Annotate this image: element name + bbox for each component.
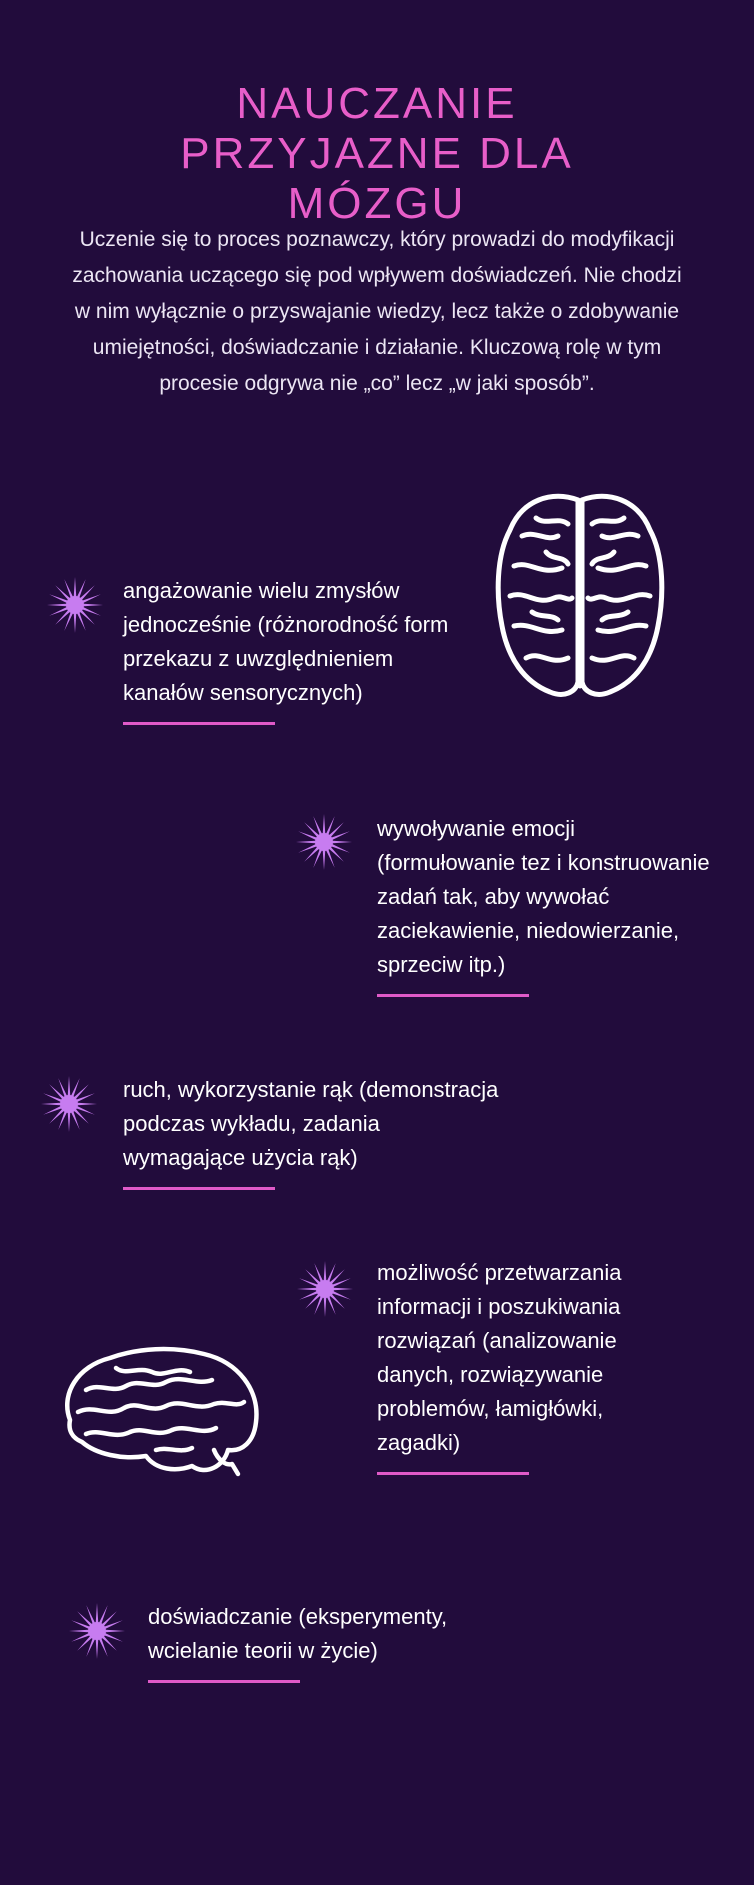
starburst-icon xyxy=(68,1602,126,1660)
brain-top-view-icon xyxy=(492,486,668,704)
list-item-text: wywoływanie emocji (formułowanie tez i konstruowanie zadań tak, aby wywołać zaciekawienie, niedowierzanie, sprzeciw itp.) xyxy=(377,816,710,977)
starburst-icon xyxy=(295,813,353,871)
list-item xyxy=(377,1256,677,1475)
page-title xyxy=(0,79,754,229)
divider xyxy=(377,1472,529,1475)
list-item-text: doświadczanie (eksperymenty, wcielanie teorii w życie) xyxy=(148,1604,448,1663)
divider xyxy=(123,1187,275,1190)
list-item xyxy=(148,1600,528,1683)
title-line: PRZYJAZNE DLA xyxy=(180,129,574,179)
list-item-text: możliwość przetwarzania informacji i poszukiwania rozwiązań (analizowanie danych, rozwiązywanie problemów, łamigłówki, zagadki) xyxy=(377,1260,622,1455)
divider xyxy=(377,994,529,997)
list-item-text: angażowanie wielu zmysłów jednocześnie (różnorodność form przekazu z uwzględnieniem kanałów sensorycznych) xyxy=(123,578,449,705)
starburst-icon xyxy=(296,1260,354,1318)
title-line: NAUCZANIE xyxy=(236,79,518,129)
starburst-icon xyxy=(46,576,104,634)
starburst-icon xyxy=(40,1075,98,1133)
brain-side-view-icon xyxy=(56,1342,264,1482)
list-item xyxy=(377,812,717,997)
title-line: MÓZGU xyxy=(287,179,467,229)
list-item xyxy=(123,1073,503,1190)
divider xyxy=(123,722,275,725)
list-item-text: ruch, wykorzystanie rąk (demonstracja podczas wykładu, zadania wymagające użycia rąk) xyxy=(123,1077,499,1170)
intro-paragraph: Uczenie się to proces poznawczy, który prowadzi do modyfikacji zachowania uczącego się pod wpływem doświadczeń. Nie chodzi w nim wyłącznie o przyswajanie wiedzy, lecz także o zdobywanie umiejętności, doświadczanie i działanie. Kluczową rolę w tym procesie odgrywa nie „co” lecz „w jaki sposób”. xyxy=(72,228,682,395)
list-item xyxy=(123,574,463,725)
divider xyxy=(148,1680,300,1683)
